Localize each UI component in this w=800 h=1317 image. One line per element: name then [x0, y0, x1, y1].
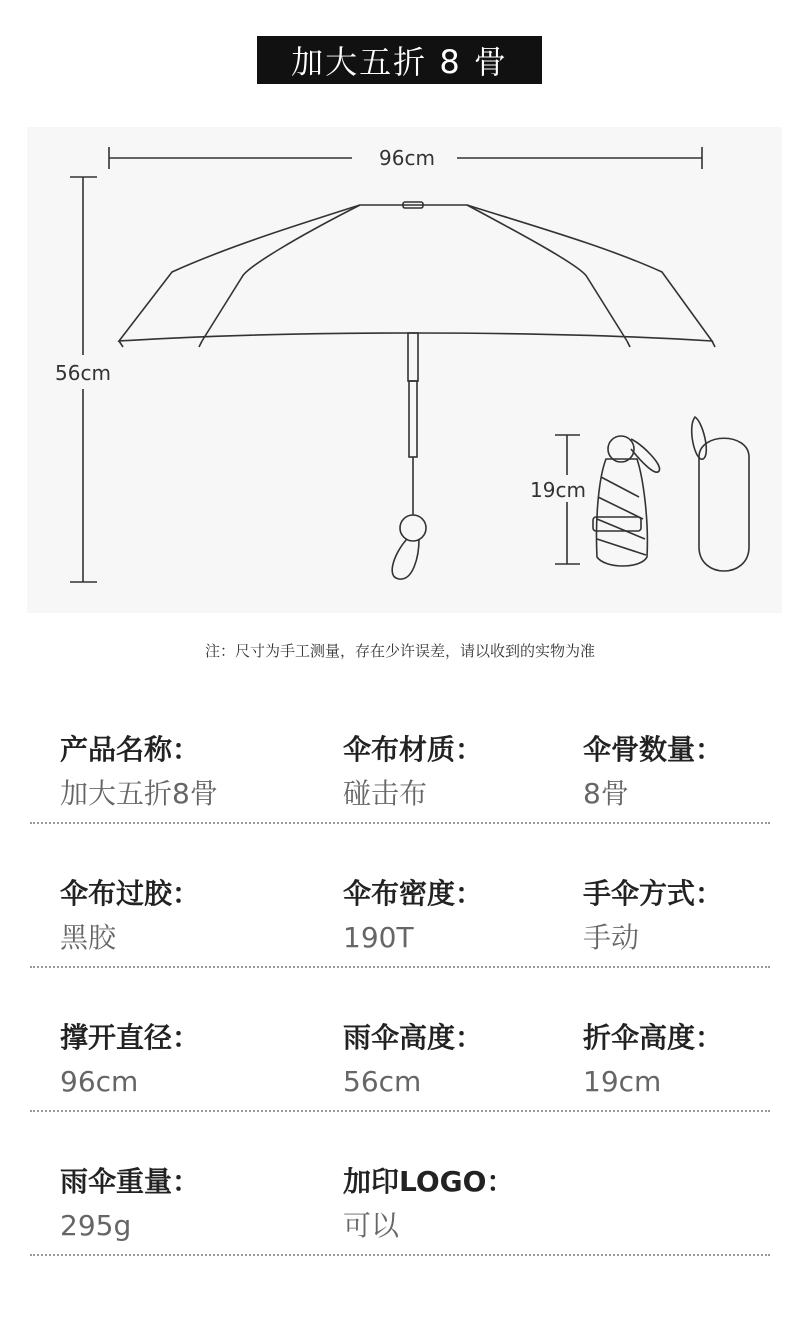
spec-item-fabric-density [343, 874, 483, 960]
spec-item-operation [583, 874, 723, 960]
spec-table [0, 720, 800, 1296]
spec-value: 碰击布 [343, 777, 428, 810]
spec-item-fabric-material [343, 730, 483, 816]
folded-fabric-lines [597, 477, 646, 555]
umbrella-drawing [27, 127, 782, 613]
handle-knob [400, 515, 426, 541]
umbrella-sleeve [699, 438, 749, 571]
spec-value: 8骨 [583, 777, 629, 810]
spec-value: 19cm [583, 1065, 662, 1098]
spec-label: 产品名称： [60, 733, 201, 766]
spec-label: 雨伞高度： [343, 1021, 484, 1054]
spec-value: 295g [60, 1209, 132, 1242]
spec-label: 雨伞重量： [60, 1165, 201, 1198]
spec-row [0, 1008, 800, 1112]
canopy-outline [119, 205, 712, 341]
spec-value: 加大五折8骨 [60, 777, 218, 810]
spec-value: 黑胶 [60, 921, 117, 954]
rib-tip-2 [199, 341, 202, 347]
dotted-divider [30, 966, 770, 968]
spec-item-weight [60, 1162, 200, 1248]
spec-value: 190T [343, 921, 414, 954]
handle-strap [392, 539, 419, 579]
folded-knob [608, 436, 634, 462]
spec-row [0, 720, 800, 824]
dotted-divider [30, 822, 770, 824]
spec-value: 56cm [343, 1065, 422, 1098]
height-dimension-label: 56cm [55, 361, 111, 385]
page-title: 加大五折 8 骨 [257, 36, 542, 84]
spec-row [0, 1152, 800, 1256]
spec-value: 手动 [583, 921, 640, 954]
folded-band [593, 517, 641, 531]
spec-label: 撑开直径： [60, 1021, 201, 1054]
shaft-lower [409, 381, 417, 457]
umbrella-dimension-diagram [27, 127, 782, 613]
spec-value: 96cm [60, 1065, 139, 1098]
spec-label: 伞布密度： [343, 877, 484, 910]
spec-item-open-diameter [60, 1018, 200, 1104]
rib-tip-1 [119, 341, 123, 347]
folded-strap [631, 439, 660, 472]
dotted-divider [30, 1254, 770, 1256]
spec-label: 伞布过胶： [60, 877, 201, 910]
spec-label: 折伞高度： [583, 1021, 724, 1054]
dotted-divider [30, 1110, 770, 1112]
spec-label: 伞骨数量： [583, 733, 724, 766]
spec-label: 加印LOGO： [343, 1165, 515, 1198]
measurement-note: 注：尺寸为手工测量，存在少许误差，请以收到的实物为准 [204, 642, 595, 660]
rib-tip-3 [627, 341, 630, 347]
rib-tip-4 [712, 341, 715, 347]
shaft-upper [408, 333, 418, 381]
spec-item-folded-height [583, 1018, 723, 1104]
spec-value: 可以 [343, 1209, 400, 1242]
spec-label: 手伞方式： [583, 877, 724, 910]
canopy-rib-right [467, 205, 627, 341]
canopy-rib-left [202, 205, 360, 341]
spec-item-coating [60, 874, 200, 960]
spec-row [0, 864, 800, 968]
spec-item-product-name [60, 730, 218, 816]
folded-dimension-label: 19cm [530, 478, 586, 502]
width-dimension-label: 96cm [379, 146, 435, 170]
folded-body [596, 459, 647, 566]
spec-item-umbrella-height [343, 1018, 483, 1104]
spec-item-logo-printing [343, 1162, 514, 1248]
spec-label: 伞布材质： [343, 733, 484, 766]
spec-item-rib-count [583, 730, 723, 816]
